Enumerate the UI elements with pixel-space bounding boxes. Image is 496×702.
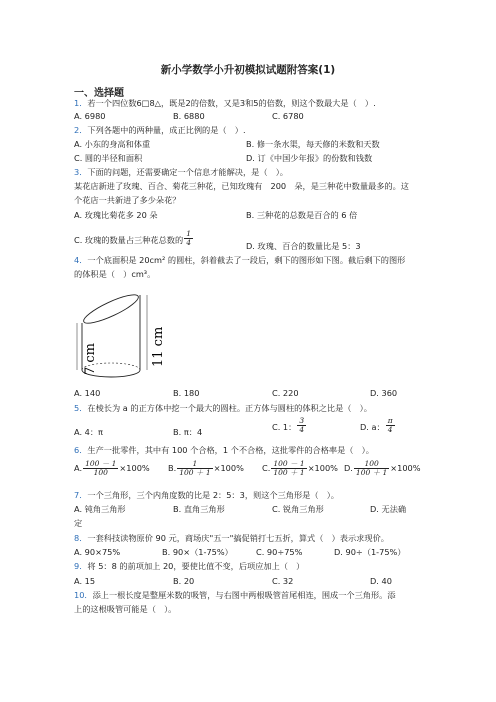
option-b: B. 180 [173, 388, 200, 398]
option-suffix: ×100% [213, 463, 244, 473]
option-b: B. 修一条水渠，每天修的米数和天数 [246, 139, 380, 149]
option-c: C. 90÷75% [256, 547, 303, 557]
question-1 [74, 98, 376, 109]
option-d: D. 无法确 [370, 504, 407, 514]
denominator: 4 [299, 425, 305, 434]
question-8 [74, 533, 389, 544]
question-text: 一个三角形，三个内角度数的比是 2：5：3，则这个三角形是（ ）。 [87, 490, 339, 500]
question-text: 添上一根长度是整厘米数的吸管，与右图中两根吸管首尾相连，围成一个三角形。添 [92, 590, 396, 600]
fraction [83, 460, 118, 477]
fraction [297, 417, 306, 434]
fraction [354, 460, 389, 477]
question-3-text-line: 某花店新进了玫瑰、百合、菊花三种花，已知玫瑰有 200 朵，是三种花中数量最多的。这 [74, 181, 409, 191]
question-3-text-line: 个花店一共新进了多少朵花？ [74, 195, 181, 205]
option-c [272, 416, 307, 436]
question-number: 9． [74, 561, 88, 571]
option-c [74, 229, 194, 249]
cut-surface [81, 290, 141, 328]
question-number: 6． [74, 445, 88, 455]
option-a: A. 6980 [74, 111, 106, 121]
question-text: 下列各题中的两种量，成正比例的是（ ）. [87, 125, 246, 135]
denominator: 4 [387, 425, 393, 434]
option-a: A. 15 [74, 576, 96, 586]
numerator: π [387, 416, 393, 425]
option-d: D. 玫瑰、百合的数量比是 5：3 [246, 241, 361, 251]
option-b: B. 三种花的总数是百合的 6 倍 [246, 210, 358, 220]
option-b: B. 20 [173, 576, 195, 586]
fraction [177, 460, 212, 477]
question-text: 在棱长为 a 的正方体中挖一个最大的圆柱。正方体与圆柱的体积之比是（ ）。 [87, 403, 372, 413]
option-text: C. 玫瑰的数量占三种花总数的 [74, 235, 184, 245]
option-a: A. 90×75% [74, 547, 121, 557]
option-suffix: ×100% [390, 463, 421, 473]
question-number: 5． [74, 403, 88, 413]
option-text: C. 1： [272, 422, 297, 432]
option-a: A. 4：π [74, 427, 103, 437]
section-heading: 一、选择题 [74, 88, 124, 99]
question-text: 下面的问题，还需要确定一个信息才能解决，是（ ）。 [87, 167, 288, 177]
numerator: 100 － 1 [85, 459, 117, 468]
question-number: 7． [74, 490, 88, 500]
question-text: 一个底面积是 20cm² 的圆柱，斜着截去了一段后，剩下的图形如下图。截后剩下的图形 [87, 255, 406, 265]
option-suffix: ×100% [119, 463, 150, 473]
page-title: 新小学数学小升初模拟试题附答案(1) [160, 64, 336, 76]
option-letter: D. [344, 463, 353, 473]
option-a: A. 钝角三角形 [74, 504, 126, 514]
denominator: 100 ＋ 1 [355, 468, 388, 477]
option-b: B. π：4 [173, 427, 203, 437]
fraction [271, 460, 306, 477]
question-text: 若一个四位数6□8△，既是2的倍数，又是3和5的倍数，则这个数最大是（ ）. [87, 98, 376, 108]
numerator: 1 [186, 229, 191, 238]
question-2 [74, 125, 246, 136]
option-a [74, 460, 150, 477]
option-b: B. 6880 [173, 111, 205, 121]
label-7cm: 7 cm [83, 342, 98, 375]
question-4-text-line: 的体积是（ ）cm³。 [74, 269, 156, 279]
question-number: 3． [74, 167, 88, 177]
numerator: 100 － 1 [273, 459, 305, 468]
question-6 [74, 445, 374, 456]
option-c [262, 460, 338, 477]
option-d: D. 订《中国少年报》的份数和钱数 [246, 153, 373, 163]
option-d [360, 416, 396, 436]
question-number: 2． [74, 125, 88, 135]
denominator: 4 [186, 238, 191, 247]
option-c: C. 32 [272, 576, 294, 586]
denominator: 100 [93, 468, 108, 477]
question-7 [74, 490, 339, 501]
denominator: 100 ＋ 1 [179, 468, 211, 477]
question-number: 10． [74, 590, 93, 600]
option-c: C. 圆的半径和面积 [74, 153, 143, 163]
question-4 [74, 255, 405, 266]
fraction [184, 230, 193, 247]
option-a: A. 小东的身高和体重 [74, 139, 151, 149]
option-letter: C. [262, 463, 271, 473]
label-11cm: 11 cm [151, 326, 166, 367]
numerator: 3 [299, 416, 305, 425]
option-letter: A. [74, 463, 83, 473]
option-d [344, 460, 421, 477]
question-text: 一套科技读物原价 90 元，商场庆"五一"搞促销打七五折，算式（ ）表示求现价。 [87, 533, 389, 543]
cut-cylinder-figure [74, 283, 184, 388]
question-number: 1． [74, 98, 88, 108]
question-number: 4． [74, 255, 88, 265]
question-10-text-line: 上的这根吸管可能是（ ）。 [74, 604, 177, 614]
question-5 [74, 403, 372, 414]
option-letter: B. [168, 463, 177, 473]
fraction [386, 417, 395, 434]
option-d-continued: 定 [74, 518, 83, 528]
numerator: 1 [177, 460, 212, 469]
option-c: C. 锐角三角形 [272, 504, 324, 514]
question-text: 生产一批零件，其中有 100 个合格，1 个不合格，这批零件的合格率是（ ）。 [87, 445, 374, 455]
question-number: 8． [74, 533, 88, 543]
option-d: D. 90÷（1-75%） [334, 547, 406, 557]
question-10 [74, 590, 396, 601]
question-text: 将 5：8 的前项加上 20，要使比值不变，后项应加上（ ） [87, 561, 305, 571]
option-b: B. 90×（1-75%） [162, 547, 233, 557]
option-b [168, 460, 244, 477]
option-c: C. 6780 [272, 111, 304, 121]
option-c: C. 220 [272, 388, 299, 398]
question-9 [74, 561, 304, 572]
option-d: D. 360 [370, 388, 398, 398]
option-suffix: ×100% [307, 463, 338, 473]
option-a: A. 玫瑰比菊花多 20 朵 [74, 210, 158, 220]
denominator: 100 ＋ 1 [273, 468, 305, 477]
option-a: A. 140 [74, 388, 101, 398]
option-d: D. 40 [370, 576, 392, 586]
question-3 [74, 167, 288, 178]
numerator: 100 [354, 460, 389, 469]
option-b: B. 直角三角形 [173, 504, 225, 514]
option-text: D. a： [360, 422, 385, 432]
